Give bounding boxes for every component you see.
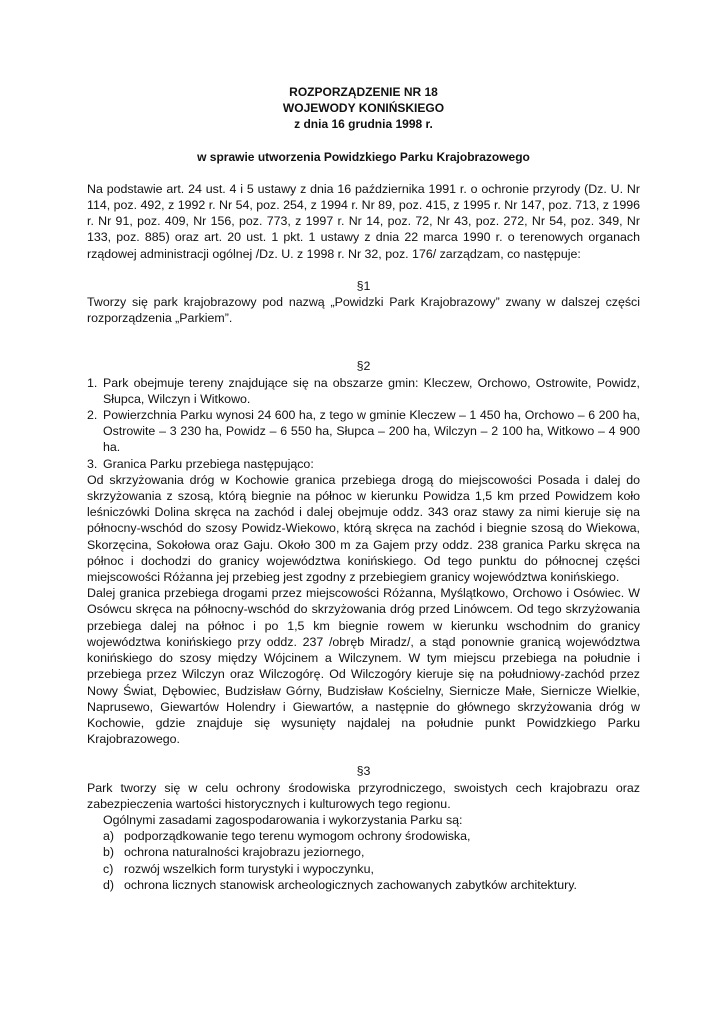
document-title: ROZPORZĄDZENIE NR 18 bbox=[289, 85, 438, 99]
item-number: 2. bbox=[87, 408, 98, 423]
item-text: Park obejmuje tereny znajdujące się na obszarze gmin: Kleczew, Orchowo, Ostrowite, Powidz, Słupca, Wilczyn i Witkowo. bbox=[103, 375, 640, 406]
item-text: rozwój wszelkich form turystyki i wypoczynku, bbox=[124, 861, 374, 876]
item-text: Powierzchnia Parku wynosi 24 600 ha, z tego w gminie Kleczew – 1 450 ha, Orchowo – 6 200 ha, Ostrowite – 3 230 ha, Powidz – 6 550 ha, Słupca – 200 ha, Wilczyn – 2 100 ha, Witkowo – 4 900 ha. bbox=[103, 408, 640, 455]
item-text: podporządkowanie tego terenu wymogom ochrony środowiska, bbox=[124, 829, 471, 844]
section-2-item bbox=[87, 456, 640, 472]
section-2-mark: §2 bbox=[356, 359, 371, 374]
section-3-intro: Ogólnymi zasadami zagospodarowania i wykorzystania Parku są: bbox=[103, 812, 463, 827]
section-3-mark: §3 bbox=[356, 764, 371, 779]
section-3-item bbox=[87, 877, 640, 893]
item-text: Granica Parku przebiega następująco: bbox=[103, 456, 314, 471]
section-3-item bbox=[87, 861, 640, 877]
item-letter: b) bbox=[103, 845, 115, 860]
item-number: 3. bbox=[87, 456, 98, 471]
document-authority: WOJEWODY KONIŃSKIEGO bbox=[282, 101, 445, 116]
document-subject: w sprawie utworzenia Powidzkiego Parku Krajobrazowego bbox=[197, 149, 530, 164]
section-3-item bbox=[87, 828, 640, 844]
section-3-item bbox=[87, 844, 640, 860]
boundary-paragraph-2: Dalej granica przebiega drogami przez miejscowości Różanna, Myślątkowo, Orchowo i Osówiec. W Osówcu skręca na północny-wschód do skrzyżowania dróg przed Linówcem. Od tego skrzyżowania przebiega dalej na północ i po 1,5 km biegnie rowem w kierunku wschodnim do granicy województwa konińskiego przy oddz. 237 /obręb Miradz/, a stąd ponownie granicą województwa konińskiego do szosy między Wójcinem a Wilczynem. W tym miejscu przebiega na południe i przebiega przez Wilczyn oraz Wilczogórę. Od Wilczogóry kieruje się na południowy-zachód przez Nowy Świat, Dębowiec, Budzisław Górny, Budzisław Kościelny, Siernicze Małe, Siernicze Wielkie, Naprusewo, Giewartów Holendry i Giewartów, a następnie do głównego skrzyżowania dróg w Kochowie, gdzie znajduje się wysunięty najdalej na południe punkt Powidzkiego Parku Krajobrazowego. bbox=[87, 586, 640, 747]
preamble: Na podstawie art. 24 ust. 4 i 5 ustawy z dnia 16 października 1991 r. o ochronie przyrody (Dz. U. Nr 114, poz. 492, z 1992 r. Nr 54, poz. 254, z 1994 r. Nr 89, poz. 415, z 1995 r. Nr 147, poz. 713, z 1996 r. Nr 91, poz. 409, Nr 156, poz. 773, z 1997 r. Nr 14, poz. 72, Nr 43, poz. 272, Nr 54, poz. 349, Nr 133, poz. 885) oraz art. 20 ust. 1 pkt. 1 ustawy z dnia 22 marca 1990 r. o terenowych organach rządowej administracji ogólnej /Dz. U. z 1998 r. Nr 32, poz. 176/ zarządzam, co następuje: bbox=[87, 181, 640, 261]
boundary-paragraph-1: Od skrzyżowania dróg w Kochowie granica przebiega drogą do miejscowości Posada i dalej do skrzyżowania z szosą, którą biegnie na północ w kierunku Powidza 1,5 km przed Powidzem koło leśniczówki Dolina skręca na zachód i dalej obejmuje oddz. 343 oraz stawy za nimi kieruje się na północny-wschód do szosy Powidz-Wiekowo, którą skręca na zachód i biegnie szosą do Wiekowa, Skorzęcina, Sokołowa oraz Gaju. Około 300 m za Gajem przy oddz. 238 granica Parku skręca na północ i dochodzi do granicy województwa konińskiego. Od tego punktu do północnej części miejscowości Różanna jej przebieg jest zgodny z przebiegiem granicy województwa konińskiego. bbox=[87, 472, 640, 585]
document-content bbox=[87, 84, 640, 893]
item-number: 1. bbox=[87, 375, 98, 390]
section-1-mark: §1 bbox=[356, 278, 371, 293]
section-1-text: Tworzy się park krajobrazowy pod nazwą „Powidzki Park Krajobrazowy” zwany w dalszej części rozporządzenia „Parkiem”. bbox=[87, 295, 640, 326]
item-letter: c) bbox=[103, 861, 114, 876]
document-date: z dnia 16 grudnia 1998 r. bbox=[294, 117, 433, 132]
section-3-text: Park tworzy się w celu ochrony środowiska przyrodniczego, swoistych cech krajobrazu oraz zabezpieczenia wartości historycznych i kulturowych tego regionu. bbox=[87, 780, 640, 811]
item-letter: d) bbox=[103, 877, 115, 892]
item-text: ochrona licznych stanowisk archeologicznych zachowanych zabytków architektury. bbox=[124, 877, 577, 892]
section-2-item bbox=[87, 407, 640, 456]
item-text: ochrona naturalności krajobrazu jeziornego, bbox=[124, 845, 365, 860]
section-2-item bbox=[87, 375, 640, 407]
item-letter: a) bbox=[103, 829, 115, 844]
